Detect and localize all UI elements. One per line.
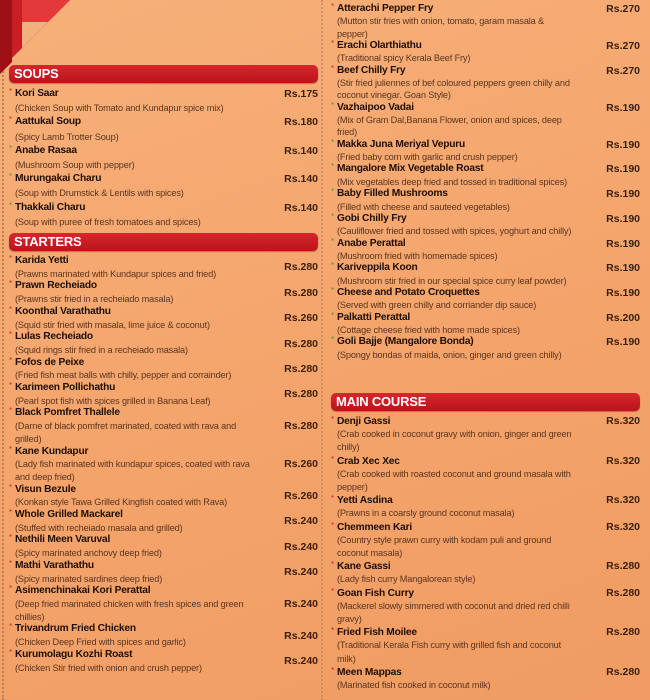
item-name: Lulas Recheiado bbox=[15, 331, 93, 343]
item-price: Rs.190 bbox=[606, 163, 640, 176]
item-description: (Chicken Soup with Tomato and Kundapur spice mix) bbox=[15, 103, 224, 114]
item-name: Crab Xec Xec bbox=[337, 455, 400, 467]
item-description: (Mackerel slowly simmered with coconut and dried red chilli gravy) bbox=[337, 600, 570, 625]
item-text bbox=[15, 382, 284, 407]
item-description: (Traditional Kerala Fish curry with grilled fish and coconut milk) bbox=[337, 640, 562, 664]
nonveg-marker-icon: * bbox=[9, 622, 13, 632]
item-price: Rs.240 bbox=[284, 566, 318, 579]
nonveg-marker-icon: * bbox=[9, 381, 13, 391]
veg-marker-icon: * bbox=[331, 211, 335, 221]
item-text bbox=[15, 357, 284, 382]
nonveg-marker-icon: * bbox=[331, 454, 335, 464]
item-description: (Stir fried juliennes of bef coloured peppers green chilly and coconut vinegar. Goan Style) bbox=[337, 78, 570, 101]
item-price: Rs.270 bbox=[606, 40, 640, 53]
item-text bbox=[337, 139, 606, 164]
veg-marker-icon: * bbox=[331, 261, 335, 271]
item-name: Kori Saar bbox=[15, 88, 59, 99]
veg-marker-icon: * bbox=[331, 310, 335, 320]
veg-marker-icon: * bbox=[331, 137, 335, 147]
menu-item bbox=[331, 666, 640, 692]
item-description: (Spicy Lamb Trotter Soup) bbox=[15, 131, 119, 142]
item-name: Trivandrum Fried Chicken bbox=[15, 623, 136, 635]
nonveg-marker-icon: * bbox=[331, 63, 335, 73]
item-price: Rs.190 bbox=[606, 262, 640, 275]
nonveg-marker-icon: * bbox=[9, 558, 13, 568]
item-text bbox=[337, 336, 606, 361]
nonveg-marker-icon: * bbox=[331, 626, 335, 636]
veg-marker-icon: * bbox=[9, 200, 13, 210]
item-name: Nethili Meen Varuval bbox=[15, 534, 111, 546]
menu-item bbox=[9, 382, 318, 407]
item-price: Rs.320 bbox=[606, 520, 640, 533]
item-name: Erachi Olarthiathu bbox=[337, 40, 422, 52]
nonveg-marker-icon: * bbox=[9, 406, 13, 416]
veg-marker-icon: * bbox=[9, 172, 13, 182]
item-description: (Cottage cheese fried with home made spices) bbox=[337, 324, 520, 335]
menu-section-starters-cont bbox=[331, 3, 640, 361]
item-price: Rs.140 bbox=[284, 173, 318, 186]
item-text bbox=[337, 415, 606, 455]
item-price: Rs.320 bbox=[606, 494, 640, 507]
nonveg-marker-icon: * bbox=[331, 39, 335, 49]
item-name: Whole Grilled Mackarel bbox=[15, 509, 123, 521]
item-price: Rs.190 bbox=[606, 286, 640, 299]
item-name: Fofos de Peixe bbox=[15, 356, 85, 368]
item-name: Goan Fish Curry bbox=[337, 587, 414, 599]
menu-item bbox=[9, 306, 318, 331]
veg-marker-icon: * bbox=[331, 100, 335, 110]
item-name: Mathi Varathathu bbox=[15, 559, 94, 571]
item-description: (Fried fish meat balls with chilly, pepper and corrainder) bbox=[15, 370, 232, 381]
item-name: Baby Filled Mushrooms bbox=[337, 188, 448, 200]
item-price: Rs.280 bbox=[284, 337, 318, 350]
item-text bbox=[15, 87, 284, 115]
item-price: Rs.240 bbox=[284, 629, 318, 642]
item-description: (Prawns marinated with Kundapur spices and fried) bbox=[15, 268, 217, 279]
item-price: Rs.270 bbox=[606, 3, 640, 15]
item-price: Rs.190 bbox=[606, 188, 640, 201]
menu-item bbox=[9, 585, 318, 623]
item-name: Palkatti Perattal bbox=[337, 311, 411, 323]
menu-item bbox=[331, 494, 640, 520]
menu-section-soups bbox=[9, 65, 318, 229]
item-text bbox=[15, 649, 284, 674]
item-price: Rs.240 bbox=[284, 597, 318, 610]
menu-item bbox=[9, 357, 318, 382]
menu-item bbox=[9, 623, 318, 648]
item-text bbox=[15, 201, 284, 229]
item-description: (Mutton stir fries with onion, tomato, garam masala & pepper) bbox=[337, 16, 545, 39]
menu-item bbox=[9, 255, 318, 280]
item-price: Rs.260 bbox=[284, 490, 318, 502]
menu-item bbox=[9, 407, 318, 445]
nonveg-marker-icon: * bbox=[9, 444, 13, 454]
nonveg-marker-icon: * bbox=[9, 647, 13, 657]
item-description: (Country style prawn curry with kodam puli and ground coconut masala) bbox=[337, 534, 552, 559]
item-price: Rs.320 bbox=[606, 415, 640, 427]
item-description: (Deep fried marinated chicken with fresh spices and green chillies) bbox=[15, 598, 244, 622]
column-divider bbox=[321, 0, 323, 700]
menu-item bbox=[331, 312, 640, 337]
item-description: (Stuffed with recheiado masala and grilled) bbox=[15, 522, 183, 533]
menu-item bbox=[331, 213, 640, 238]
item-description: (Spongy bondas of maida, onion, ginger and green chilly) bbox=[337, 349, 562, 360]
menu-item bbox=[9, 446, 318, 484]
nonveg-marker-icon: * bbox=[9, 254, 13, 263]
item-price: Rs.190 bbox=[606, 237, 640, 250]
nonveg-marker-icon: * bbox=[9, 330, 13, 340]
item-text bbox=[337, 163, 606, 188]
menu-item bbox=[331, 65, 640, 102]
menu-item bbox=[331, 626, 640, 666]
menu-item bbox=[331, 40, 640, 65]
item-text bbox=[15, 623, 284, 648]
item-name: Anabe Rasaa bbox=[15, 144, 77, 156]
nonveg-marker-icon: * bbox=[9, 87, 13, 96]
veg-marker-icon: * bbox=[331, 236, 335, 246]
item-description: (Mushroom fried with homemade spices) bbox=[337, 250, 498, 261]
menu-item bbox=[331, 262, 640, 287]
item-name: Atterachi Pepper Fry bbox=[337, 3, 434, 14]
item-price: Rs.190 bbox=[606, 336, 640, 349]
item-name: Visun Bezule bbox=[15, 483, 76, 495]
item-name: Thakkali Charu bbox=[15, 201, 86, 213]
item-description: (Lady fish marinated with kundapur spices, coated with rava and deep fried) bbox=[15, 459, 250, 482]
item-text bbox=[15, 144, 284, 172]
nonveg-marker-icon: * bbox=[9, 355, 13, 365]
item-price: Rs.280 bbox=[606, 586, 640, 599]
menu-item bbox=[331, 455, 640, 495]
item-text bbox=[337, 287, 606, 312]
menu-item bbox=[331, 415, 640, 455]
item-price: Rs.270 bbox=[606, 64, 640, 77]
nonveg-marker-icon: * bbox=[331, 586, 335, 596]
left-dotted-border bbox=[2, 0, 4, 700]
menu-section-starters bbox=[9, 233, 318, 674]
nonveg-marker-icon: * bbox=[9, 482, 13, 492]
item-description: (Konkan style Tawa Grilled Kingfish coated with Rava) bbox=[15, 497, 227, 508]
item-description: (Crab cooked in coconut gravy with onion, ginger and green chilly) bbox=[337, 429, 572, 453]
item-text bbox=[15, 446, 284, 484]
item-description: (Mix of Gram Dal,Banana Flower, onion and spices, deep fried) bbox=[337, 115, 562, 138]
item-name: Prawn Recheiado bbox=[15, 280, 97, 292]
menu-item bbox=[331, 238, 640, 263]
item-description: (Cauliflower fried and tossed with spices, yoghurt and chilly) bbox=[337, 226, 572, 237]
item-text bbox=[15, 534, 284, 559]
veg-marker-icon: * bbox=[331, 335, 335, 345]
item-price: Rs.280 bbox=[284, 286, 318, 299]
item-description: (Soup with puree of fresh tomatoes and spices) bbox=[15, 216, 201, 227]
veg-marker-icon: * bbox=[331, 285, 335, 295]
item-text bbox=[15, 484, 284, 509]
item-description: (Squid rings stir fried in a recheiado masala) bbox=[15, 344, 188, 355]
nonveg-marker-icon: * bbox=[331, 665, 335, 675]
item-name: Karimeen Pollichathu bbox=[15, 382, 116, 394]
item-name: Beef Chilly Fry bbox=[337, 64, 406, 76]
veg-marker-icon: * bbox=[9, 143, 13, 153]
item-name: Murungakai Charu bbox=[15, 173, 102, 185]
item-text bbox=[15, 407, 284, 445]
item-name: Black Pomfret Thallele bbox=[15, 407, 120, 419]
item-description: (Served with green chilly and corriander dip sauce) bbox=[337, 300, 537, 311]
menu-item bbox=[9, 115, 318, 143]
menu-item bbox=[9, 280, 318, 305]
item-name: Asimenchinakai Kori Perattal bbox=[15, 585, 151, 597]
section-header-main-course: MAIN COURSE bbox=[331, 393, 640, 411]
item-name: Gobi Chilly Fry bbox=[337, 212, 407, 224]
veg-marker-icon: * bbox=[331, 162, 335, 172]
item-price: Rs.190 bbox=[606, 101, 640, 114]
menu-item bbox=[9, 201, 318, 229]
nonveg-marker-icon: * bbox=[331, 520, 335, 530]
item-price: Rs.280 bbox=[606, 626, 640, 639]
item-text bbox=[15, 560, 284, 585]
item-name: Kane Gassi bbox=[337, 561, 391, 573]
item-price: Rs.320 bbox=[606, 454, 640, 467]
item-price: Rs.280 bbox=[606, 665, 640, 678]
item-text bbox=[15, 331, 284, 356]
item-description: (Mushroom Soup with pepper) bbox=[15, 160, 135, 171]
nonveg-marker-icon: * bbox=[9, 304, 13, 314]
item-name: Aattukal Soup bbox=[15, 116, 81, 128]
item-price: Rs.280 bbox=[606, 560, 640, 573]
item-price: Rs.280 bbox=[284, 388, 318, 401]
item-price: Rs.190 bbox=[606, 212, 640, 225]
nonveg-marker-icon: * bbox=[9, 115, 13, 125]
item-name: Meen Mappas bbox=[337, 666, 402, 678]
item-description: (Lady fish curry Mangalorean style) bbox=[337, 574, 476, 585]
nonveg-marker-icon: * bbox=[331, 494, 335, 504]
item-text bbox=[337, 102, 606, 139]
item-text bbox=[337, 455, 606, 495]
item-text bbox=[337, 626, 606, 666]
menu-item bbox=[331, 587, 640, 627]
item-description: (Pearl spot fish with spices grilled in Banana Leaf) bbox=[15, 395, 211, 406]
item-text bbox=[337, 560, 606, 586]
item-description: (Chicken Stir fried with onion and crush pepper) bbox=[15, 662, 202, 673]
menu-item bbox=[9, 484, 318, 509]
item-name: Koonthal Varathathu bbox=[15, 305, 111, 317]
nonveg-marker-icon: * bbox=[9, 533, 13, 543]
item-text bbox=[337, 65, 606, 102]
section-header-soups: SOUPS bbox=[9, 65, 318, 83]
item-price: Rs.190 bbox=[606, 138, 640, 151]
item-text bbox=[15, 585, 284, 623]
item-text bbox=[15, 509, 284, 534]
item-price: Rs.240 bbox=[284, 540, 318, 553]
item-name: Fried Fish Moilee bbox=[337, 627, 417, 639]
item-text bbox=[15, 255, 284, 280]
item-text bbox=[337, 213, 606, 238]
item-price: Rs.240 bbox=[284, 515, 318, 528]
nonveg-marker-icon: * bbox=[331, 415, 335, 424]
item-description: (Traditional spicy Kerala Beef Fry) bbox=[337, 53, 471, 64]
item-name: Kariveppila Koon bbox=[337, 262, 418, 274]
item-description: (Fried baby corn with garlic and crush pepper) bbox=[337, 152, 518, 163]
menu-item bbox=[9, 172, 318, 200]
nonveg-marker-icon: * bbox=[9, 584, 13, 594]
item-price: Rs.140 bbox=[284, 201, 318, 214]
item-name: Anabe Perattal bbox=[337, 237, 406, 249]
item-description: (Prawns in a coarsly ground coconut masala) bbox=[337, 508, 515, 519]
nonveg-marker-icon: * bbox=[9, 508, 13, 518]
item-name: Denji Gassi bbox=[337, 416, 391, 427]
item-text bbox=[15, 306, 284, 331]
item-price: Rs.200 bbox=[606, 311, 640, 324]
item-description: (Mushroom stir fried in our special spice curry leaf powder) bbox=[337, 275, 567, 286]
menu-item bbox=[9, 649, 318, 674]
item-text bbox=[15, 280, 284, 305]
item-name: Vazhaipoo Vadai bbox=[337, 101, 414, 113]
item-description: (Darne of black pomfret marinated, coated with rava and grilled) bbox=[15, 421, 237, 444]
item-description: (Mix vegetables deep fried and tossed in traditional spices) bbox=[337, 176, 568, 187]
item-text bbox=[337, 666, 606, 692]
item-price: Rs.180 bbox=[284, 116, 318, 129]
item-name: Kane Kundapur bbox=[15, 445, 89, 457]
item-price: Rs.240 bbox=[284, 655, 318, 668]
item-text bbox=[337, 521, 606, 561]
item-name: Mangalore Mix Vegetable Roast bbox=[337, 163, 484, 175]
item-price: Rs.260 bbox=[284, 458, 318, 471]
menu-item bbox=[331, 560, 640, 586]
section-header-starters: STARTERS bbox=[9, 233, 318, 251]
menu-item bbox=[331, 102, 640, 139]
item-text bbox=[15, 172, 284, 200]
item-description: (Crab cooked with roasted coconut and ground masala with pepper) bbox=[337, 468, 571, 493]
item-name: Yetti Asdina bbox=[337, 495, 393, 507]
menu-item bbox=[9, 509, 318, 534]
item-description: (Soup with Drumstick & Lentils with spices) bbox=[15, 188, 184, 199]
item-price: Rs.175 bbox=[284, 88, 318, 100]
item-text bbox=[337, 312, 606, 337]
item-price: Rs.280 bbox=[284, 420, 318, 433]
menu-item bbox=[9, 560, 318, 585]
item-name: Cheese and Potato Croquettes bbox=[337, 286, 480, 298]
menu-item bbox=[9, 534, 318, 559]
item-text bbox=[337, 40, 606, 65]
item-description: (Spicy marinated anchovy deep fried) bbox=[15, 548, 162, 559]
item-name: Goli Bajje (Mangalore Bonda) bbox=[337, 336, 474, 348]
veg-marker-icon: * bbox=[331, 187, 335, 197]
item-price: Rs.140 bbox=[284, 144, 318, 157]
item-text bbox=[15, 115, 284, 143]
menu-item bbox=[9, 144, 318, 172]
menu-item bbox=[331, 3, 640, 40]
item-description: (Spicy marinated sardines deep fried) bbox=[15, 573, 163, 584]
item-description: (Filled with cheese and sauteed vegetables) bbox=[337, 201, 510, 212]
menu-item bbox=[331, 336, 640, 361]
menu-item bbox=[331, 188, 640, 213]
item-text bbox=[337, 494, 606, 520]
item-text bbox=[337, 262, 606, 287]
menu-item bbox=[331, 163, 640, 188]
item-description: (Marinated fish cooked in coconut milk) bbox=[337, 680, 491, 691]
item-price: Rs.260 bbox=[284, 312, 318, 325]
item-description: (Squid stir fried with masala, lime juice & coconut) bbox=[15, 319, 210, 330]
menu-item bbox=[331, 139, 640, 164]
item-name: Chemmeen Kari bbox=[337, 521, 412, 533]
item-text bbox=[337, 587, 606, 627]
item-name: Karida Yetti bbox=[15, 255, 69, 266]
nonveg-marker-icon: * bbox=[331, 2, 335, 11]
menu-item bbox=[9, 331, 318, 356]
item-text bbox=[337, 188, 606, 213]
item-text bbox=[337, 3, 606, 40]
item-description: (Prawns stir fried in a recheiado masala) bbox=[15, 294, 174, 305]
menu-section-main-course bbox=[331, 393, 640, 692]
menu-item bbox=[9, 87, 318, 115]
item-price: Rs.280 bbox=[284, 261, 318, 274]
menu-item bbox=[331, 521, 640, 561]
item-name: Makka Juna Meriyal Vepuru bbox=[337, 138, 466, 150]
menu-item bbox=[331, 287, 640, 312]
item-description: (Chicken Deep Fried with spices and garlic) bbox=[15, 637, 186, 648]
item-name: Kurumolagu Kozhi Roast bbox=[15, 648, 133, 660]
item-price: Rs.280 bbox=[284, 362, 318, 375]
item-text bbox=[337, 238, 606, 263]
nonveg-marker-icon: * bbox=[9, 279, 13, 289]
nonveg-marker-icon: * bbox=[331, 560, 335, 570]
